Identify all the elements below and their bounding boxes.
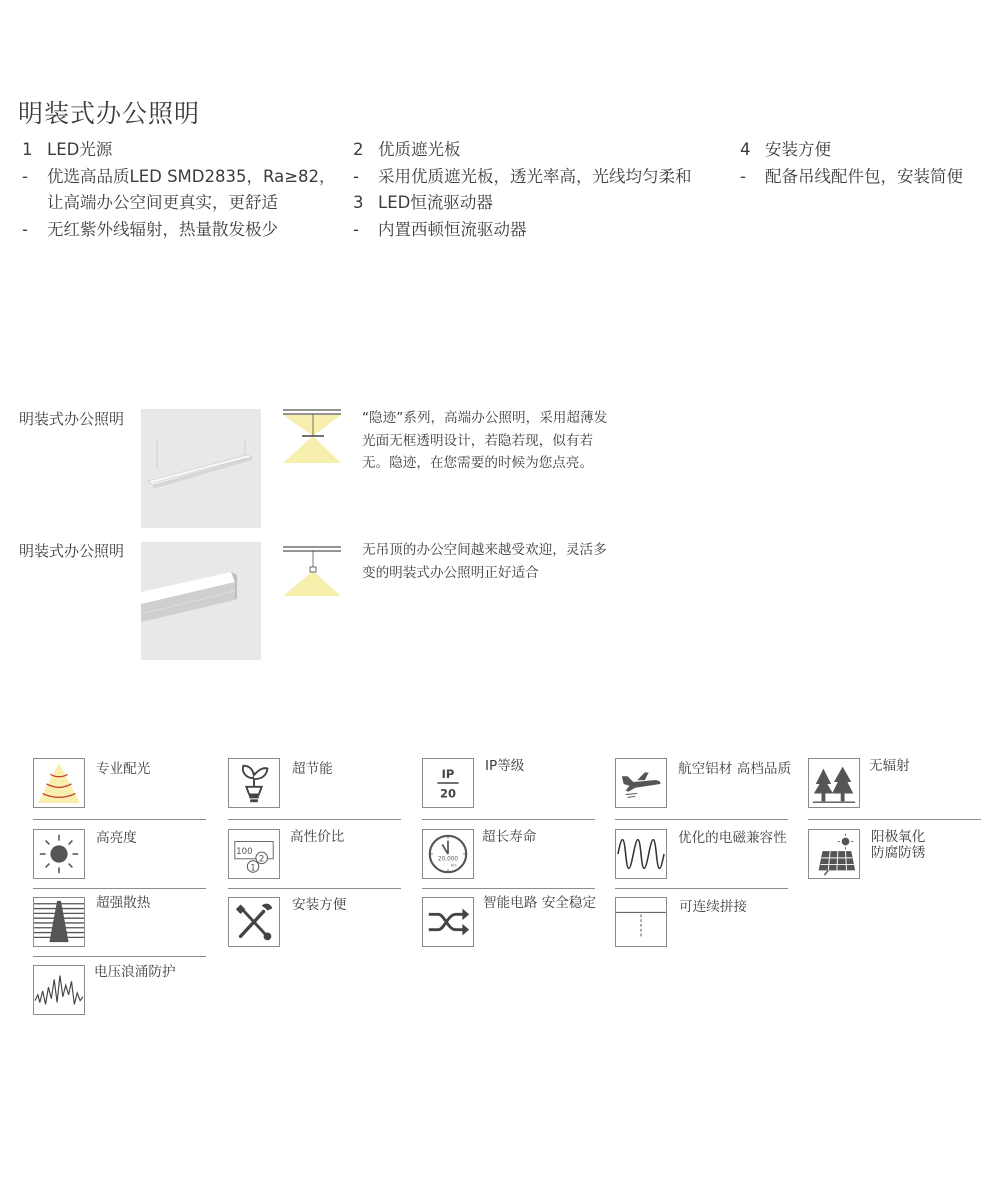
separator-line bbox=[422, 819, 595, 820]
icon-label-line: 阳极氧化 bbox=[871, 829, 926, 845]
no-radiation-icon bbox=[808, 758, 860, 808]
separator-line bbox=[228, 819, 401, 820]
circled-number-one: 1 bbox=[250, 863, 256, 874]
product-description bbox=[362, 539, 607, 584]
feature-item-text: 配备吊线配件包，安装简便 bbox=[765, 166, 963, 186]
product-photo-suspended bbox=[141, 409, 261, 528]
surface-luminaire-image bbox=[141, 542, 261, 660]
circled-number-two: 2 bbox=[258, 854, 265, 865]
feature-column-1 bbox=[22, 137, 336, 243]
feature-item-text: 无红紫外线辐射，热量散发极少 bbox=[47, 219, 278, 239]
icon-label: 电压浪涌防护 bbox=[94, 964, 176, 980]
description-line: 变的明装式办公照明正好适合 bbox=[362, 564, 539, 581]
description-line: 无。隐迹，在您需要的时候为您点亮。 bbox=[362, 455, 594, 471]
icon-label: 智能电路 安全稳定 bbox=[483, 895, 597, 911]
feature-heading-install bbox=[740, 137, 963, 164]
feature-item-continuation: 让高端办公空间更真实，更舒适 bbox=[47, 193, 278, 212]
beam-diagram-surface bbox=[283, 542, 341, 598]
price-number: 100 bbox=[236, 847, 253, 857]
product-name: 明装式办公照明 bbox=[19, 410, 125, 428]
feature-heading-led bbox=[22, 137, 336, 164]
icon-label: 优化的电磁兼容性 bbox=[678, 830, 787, 846]
dash-marker: - bbox=[22, 219, 28, 239]
long-life-icon bbox=[422, 829, 474, 879]
feature-heading-text: LED恒流驱动器 bbox=[378, 193, 493, 212]
feature-number: 1 bbox=[22, 140, 33, 159]
surge-protection-icon bbox=[33, 965, 85, 1015]
heat-dissipation-icon bbox=[33, 897, 85, 947]
feature-number: 2 bbox=[353, 140, 364, 159]
high-brightness-icon bbox=[33, 829, 85, 879]
separator-line bbox=[33, 819, 206, 820]
dash-marker: - bbox=[22, 166, 28, 186]
icon-label: 航空铝材 高档品质 bbox=[678, 761, 792, 777]
description-line: 无吊顶的办公空间越来越受欢迎，灵活多 bbox=[362, 542, 607, 558]
ip-rating-icon bbox=[422, 758, 474, 808]
icon-label: 无辐射 bbox=[869, 758, 910, 774]
icon-label: 专业配光 bbox=[96, 761, 151, 777]
feature-item bbox=[353, 217, 692, 244]
separator-line bbox=[615, 819, 788, 820]
continuous-connection-icon bbox=[615, 897, 667, 947]
description-line: 光面无框透明设计，若隐若现，似有若 bbox=[362, 432, 594, 449]
separator-line bbox=[33, 956, 206, 957]
ip-badge-top: IP bbox=[441, 767, 455, 782]
feature-number: 4 bbox=[740, 140, 751, 159]
feature-column-3 bbox=[740, 137, 963, 190]
feature-item-text: 内置西顿恒流驱动器 bbox=[378, 219, 527, 239]
icon-label bbox=[871, 829, 925, 861]
feature-heading-driver bbox=[353, 190, 692, 217]
icon-label: IP等级 bbox=[485, 758, 525, 774]
product-description bbox=[362, 407, 607, 475]
cost-performance-icon bbox=[228, 829, 280, 879]
icon-label-line: 防腐防锈 bbox=[871, 845, 926, 861]
separator-line bbox=[808, 819, 981, 820]
product-name: 明装式办公照明 bbox=[19, 542, 125, 560]
feature-item bbox=[353, 164, 692, 191]
icon-label: 超长寿命 bbox=[482, 829, 537, 845]
feature-number: 3 bbox=[353, 193, 364, 212]
light-distribution-icon bbox=[33, 758, 85, 808]
feature-item-text: 采用优质遮光板，透光率高，光线均匀柔和 bbox=[378, 166, 692, 186]
lifespan-unit: hrs bbox=[450, 862, 457, 868]
dash-marker: - bbox=[740, 166, 746, 186]
separator-line bbox=[615, 888, 788, 889]
product-photo-surface bbox=[141, 542, 261, 660]
anodized-icon bbox=[808, 829, 860, 879]
feature-heading-shade bbox=[353, 137, 692, 164]
feature-item bbox=[22, 164, 336, 191]
feature-item bbox=[740, 164, 963, 191]
beam-diagram-suspended bbox=[283, 409, 341, 465]
dash-marker: - bbox=[353, 166, 359, 186]
lifespan-hours: 20,000 bbox=[437, 856, 459, 863]
tools-icon bbox=[228, 897, 280, 947]
icon-label: 超强散热 bbox=[96, 895, 151, 911]
page-title: 明装式办公照明 bbox=[18, 99, 201, 128]
ip-badge-bottom: 20 bbox=[439, 786, 457, 801]
feature-heading-text: 安装方便 bbox=[765, 140, 831, 159]
smart-circuit-icon bbox=[422, 897, 474, 947]
icon-label: 超节能 bbox=[292, 761, 333, 777]
dash-marker: - bbox=[353, 219, 359, 239]
icon-label: 高亮度 bbox=[96, 830, 137, 846]
icon-label: 可连续拼接 bbox=[679, 899, 747, 915]
description-line: “隐迹”系列，高端办公照明，采用超薄发 bbox=[362, 410, 608, 426]
icon-label: 安装方便 bbox=[292, 897, 347, 913]
suspended-luminaire-image bbox=[141, 409, 261, 528]
feature-heading-text: 优质遮光板 bbox=[378, 140, 461, 159]
feature-item-text: 优选高品质LED SMD2835，Ra≥82， bbox=[47, 166, 336, 186]
emc-wave-icon bbox=[615, 829, 667, 879]
icon-label: 高性价比 bbox=[290, 829, 345, 845]
aviation-aluminum-icon bbox=[615, 758, 667, 808]
feature-column-2 bbox=[353, 137, 692, 243]
separator-line bbox=[33, 888, 206, 889]
feature-heading-text: LED光源 bbox=[47, 140, 113, 159]
feature-item bbox=[22, 217, 336, 244]
separator-line bbox=[422, 888, 595, 889]
energy-saving-icon bbox=[228, 758, 280, 808]
separator-line bbox=[228, 888, 401, 889]
